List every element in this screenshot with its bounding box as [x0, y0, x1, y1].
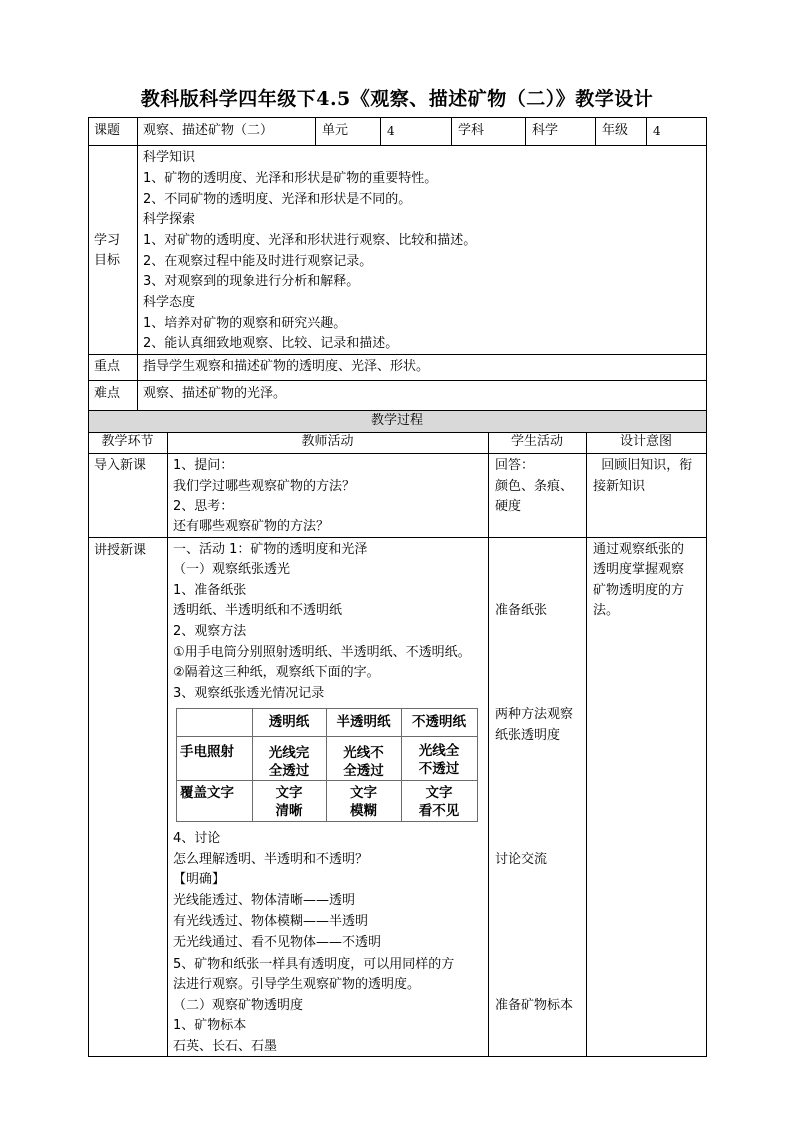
record-cell: 光线全 [418, 743, 460, 759]
difficulty-value: 观察、描述矿物的光泽。 [143, 386, 287, 401]
lesson-student-note: 两种方法观察 [495, 707, 574, 722]
table-border [315, 117, 316, 145]
record-cell: 全透过 [343, 763, 384, 779]
record-col-header: 半透明纸 [336, 714, 391, 730]
lesson-student-note: 准备矿物标本 [495, 998, 574, 1013]
record-cell: 文字 [275, 785, 303, 801]
intro-student-line: 颜色、条痕、 [495, 479, 574, 494]
objective-line: 科学知识 [143, 150, 196, 165]
table-border [88, 117, 89, 1057]
key-point-value: 指导学生观察和描述矿物的透明度、光泽、形状。 [143, 359, 430, 374]
table-border [88, 354, 706, 355]
table-border [88, 117, 706, 118]
lesson-student-note: 纸张透明度 [495, 728, 561, 743]
record-cell: 模糊 [350, 803, 377, 819]
intro-intent-line: 回顾旧知识，衔 [593, 458, 693, 473]
intro-stage: 导入新课 [94, 458, 147, 473]
table-border [595, 117, 596, 145]
lesson-teacher-line: 怎么理解透明、半透明和不透明？ [173, 852, 369, 867]
grade-label: 年级 [602, 123, 629, 138]
intro-student-line: 回答： [495, 458, 535, 473]
objective-line: 2、在观察过程中能及时进行观察记录。 [143, 254, 373, 269]
record-cell: 文字 [350, 785, 377, 801]
subject-label: 学科 [458, 123, 485, 138]
record-table-border [176, 708, 177, 822]
lesson-teacher-line: ②隔着这三种纸，观察纸下面的字。 [173, 665, 380, 680]
table-border [88, 145, 706, 146]
table-border [525, 117, 526, 145]
lesson-teacher-line: 1、矿物标本 [173, 1018, 247, 1033]
topic-value: 观察、描述矿物（二） [143, 123, 274, 138]
subject-value: 科学 [532, 123, 559, 138]
difficulty-label: 难点 [94, 386, 121, 401]
lesson-teacher-line: 1、准备纸张 [173, 583, 247, 598]
col-header-student: 学生活动 [510, 434, 563, 449]
topic-label: 课题 [94, 123, 121, 138]
table-border [88, 453, 706, 454]
lesson-intent-line: 矿物透明度的方 [593, 583, 685, 598]
intro-teacher-line: 我们学过哪些观察矿物的方法？ [173, 479, 356, 494]
record-table-border [176, 736, 478, 737]
lesson-teacher-line: ①用手电筒分别照射透明纸、半透明纸、不透明纸。 [173, 645, 471, 660]
intro-teacher-line: 1、提问： [173, 458, 234, 473]
objective-line: 2、不同矿物的透明度、光泽和形状是不同的。 [143, 192, 412, 207]
lesson-teacher-line: 2、观察方法 [173, 624, 247, 639]
record-col-header: 透明纸 [268, 714, 310, 730]
table-border [646, 117, 647, 145]
record-cell: 看不见 [418, 803, 460, 819]
col-header-teacher: 教师活动 [301, 434, 354, 449]
lesson-teacher-line: 光线能透过、物体清晰——透明 [173, 893, 356, 908]
intro-teacher-line: 还有哪些观察矿物的方法？ [173, 519, 330, 534]
lesson-teacher-line: 法进行观察。引导学生观察矿物的透明度。 [173, 977, 421, 992]
record-row-label: 手电照射 [180, 744, 234, 760]
process-section-title: 教学过程 [370, 413, 423, 428]
col-header-intent: 设计意图 [619, 434, 672, 449]
lesson-teacher-line: 5、矿物和纸张一样具有透明度，可以用同样的方 [173, 957, 455, 972]
lesson-teacher-line: 石英、长石、石墨 [173, 1039, 278, 1054]
lesson-teacher-line: 有光线透过、物体模糊——半透明 [173, 914, 369, 929]
lesson-intent-line: 法。 [593, 603, 620, 618]
table-border [137, 117, 138, 410]
key-point-label: 重点 [94, 359, 121, 374]
table-border [380, 117, 381, 145]
objective-line: 科学态度 [143, 295, 196, 310]
unit-label: 单元 [322, 123, 349, 138]
lesson-teacher-line: 透明纸、半透明纸和不透明纸 [173, 603, 343, 618]
lesson-teacher-line: （一）观察纸张透光 [173, 562, 291, 577]
table-border [488, 432, 489, 1057]
record-table-border [176, 708, 478, 709]
objectives-label: 目标 [94, 253, 121, 268]
intro-student-line: 硬度 [495, 499, 522, 514]
lesson-teacher-line: 【明确】 [173, 872, 226, 887]
table-border [451, 117, 452, 145]
table-border [88, 380, 706, 381]
record-table-border [477, 708, 478, 822]
record-table-border [176, 780, 478, 781]
record-row-label: 覆盖文字 [180, 785, 234, 801]
table-border [706, 117, 707, 1057]
lesson-teacher-line: 4、讨论 [173, 831, 221, 846]
document-title: 教科版科学四年级下4.5《观察、描述矿物（二）》教学设计 [140, 88, 654, 110]
table-border [167, 432, 168, 1057]
lesson-teacher-line: 一、活动 1：矿物的透明度和光泽 [173, 542, 368, 557]
record-cell: 清晰 [275, 803, 303, 819]
objective-line: 3、对观察到的现象进行分析和解释。 [143, 274, 360, 289]
record-table-border [176, 821, 478, 822]
table-border [88, 537, 706, 538]
table-border [586, 432, 587, 1057]
objective-line: 1、培养对矿物的观察和研究兴趣。 [143, 316, 347, 331]
record-table [176, 708, 478, 822]
grade-value: 4 [653, 124, 661, 138]
lesson-teacher-line: 无光线通过、看不见物体——不透明 [173, 935, 382, 950]
intro-teacher-line: 2、思考： [173, 499, 234, 514]
record-cell: 光线不 [343, 745, 384, 761]
record-cell: 全透过 [268, 763, 310, 779]
intro-intent-line: 接新知识 [593, 479, 646, 494]
col-header-stage: 教学环节 [101, 434, 154, 449]
lesson-intent-line: 通过观察纸张的 [593, 542, 685, 557]
objective-line: 1、矿物的透明度、光泽和形状是矿物的重要特性。 [143, 171, 438, 186]
objective-line: 2、能认真细致地观察、比较、记录和描述。 [143, 336, 399, 351]
objective-line: 科学探索 [143, 212, 196, 227]
lesson-student-note: 讨论交流 [495, 852, 548, 867]
record-cell: 光线完 [268, 745, 310, 761]
lesson-intent-line: 透明度掌握观察 [593, 562, 685, 577]
lesson-student-note: 准备纸张 [495, 603, 548, 618]
record-cell: 不透过 [418, 761, 460, 777]
objectives-label: 学习 [94, 233, 121, 248]
record-cell: 文字 [425, 785, 453, 801]
objective-line: 1、对矿物的透明度、光泽和形状进行观察、比较和描述。 [143, 233, 477, 248]
lesson-teacher-line: 3、观察纸张透光情况记录 [173, 686, 325, 701]
lesson-teacher-line: （二）观察矿物透明度 [173, 998, 304, 1013]
unit-value: 4 [387, 124, 395, 138]
record-col-header: 不透明纸 [412, 714, 466, 730]
lesson-stage: 讲授新课 [94, 543, 147, 558]
